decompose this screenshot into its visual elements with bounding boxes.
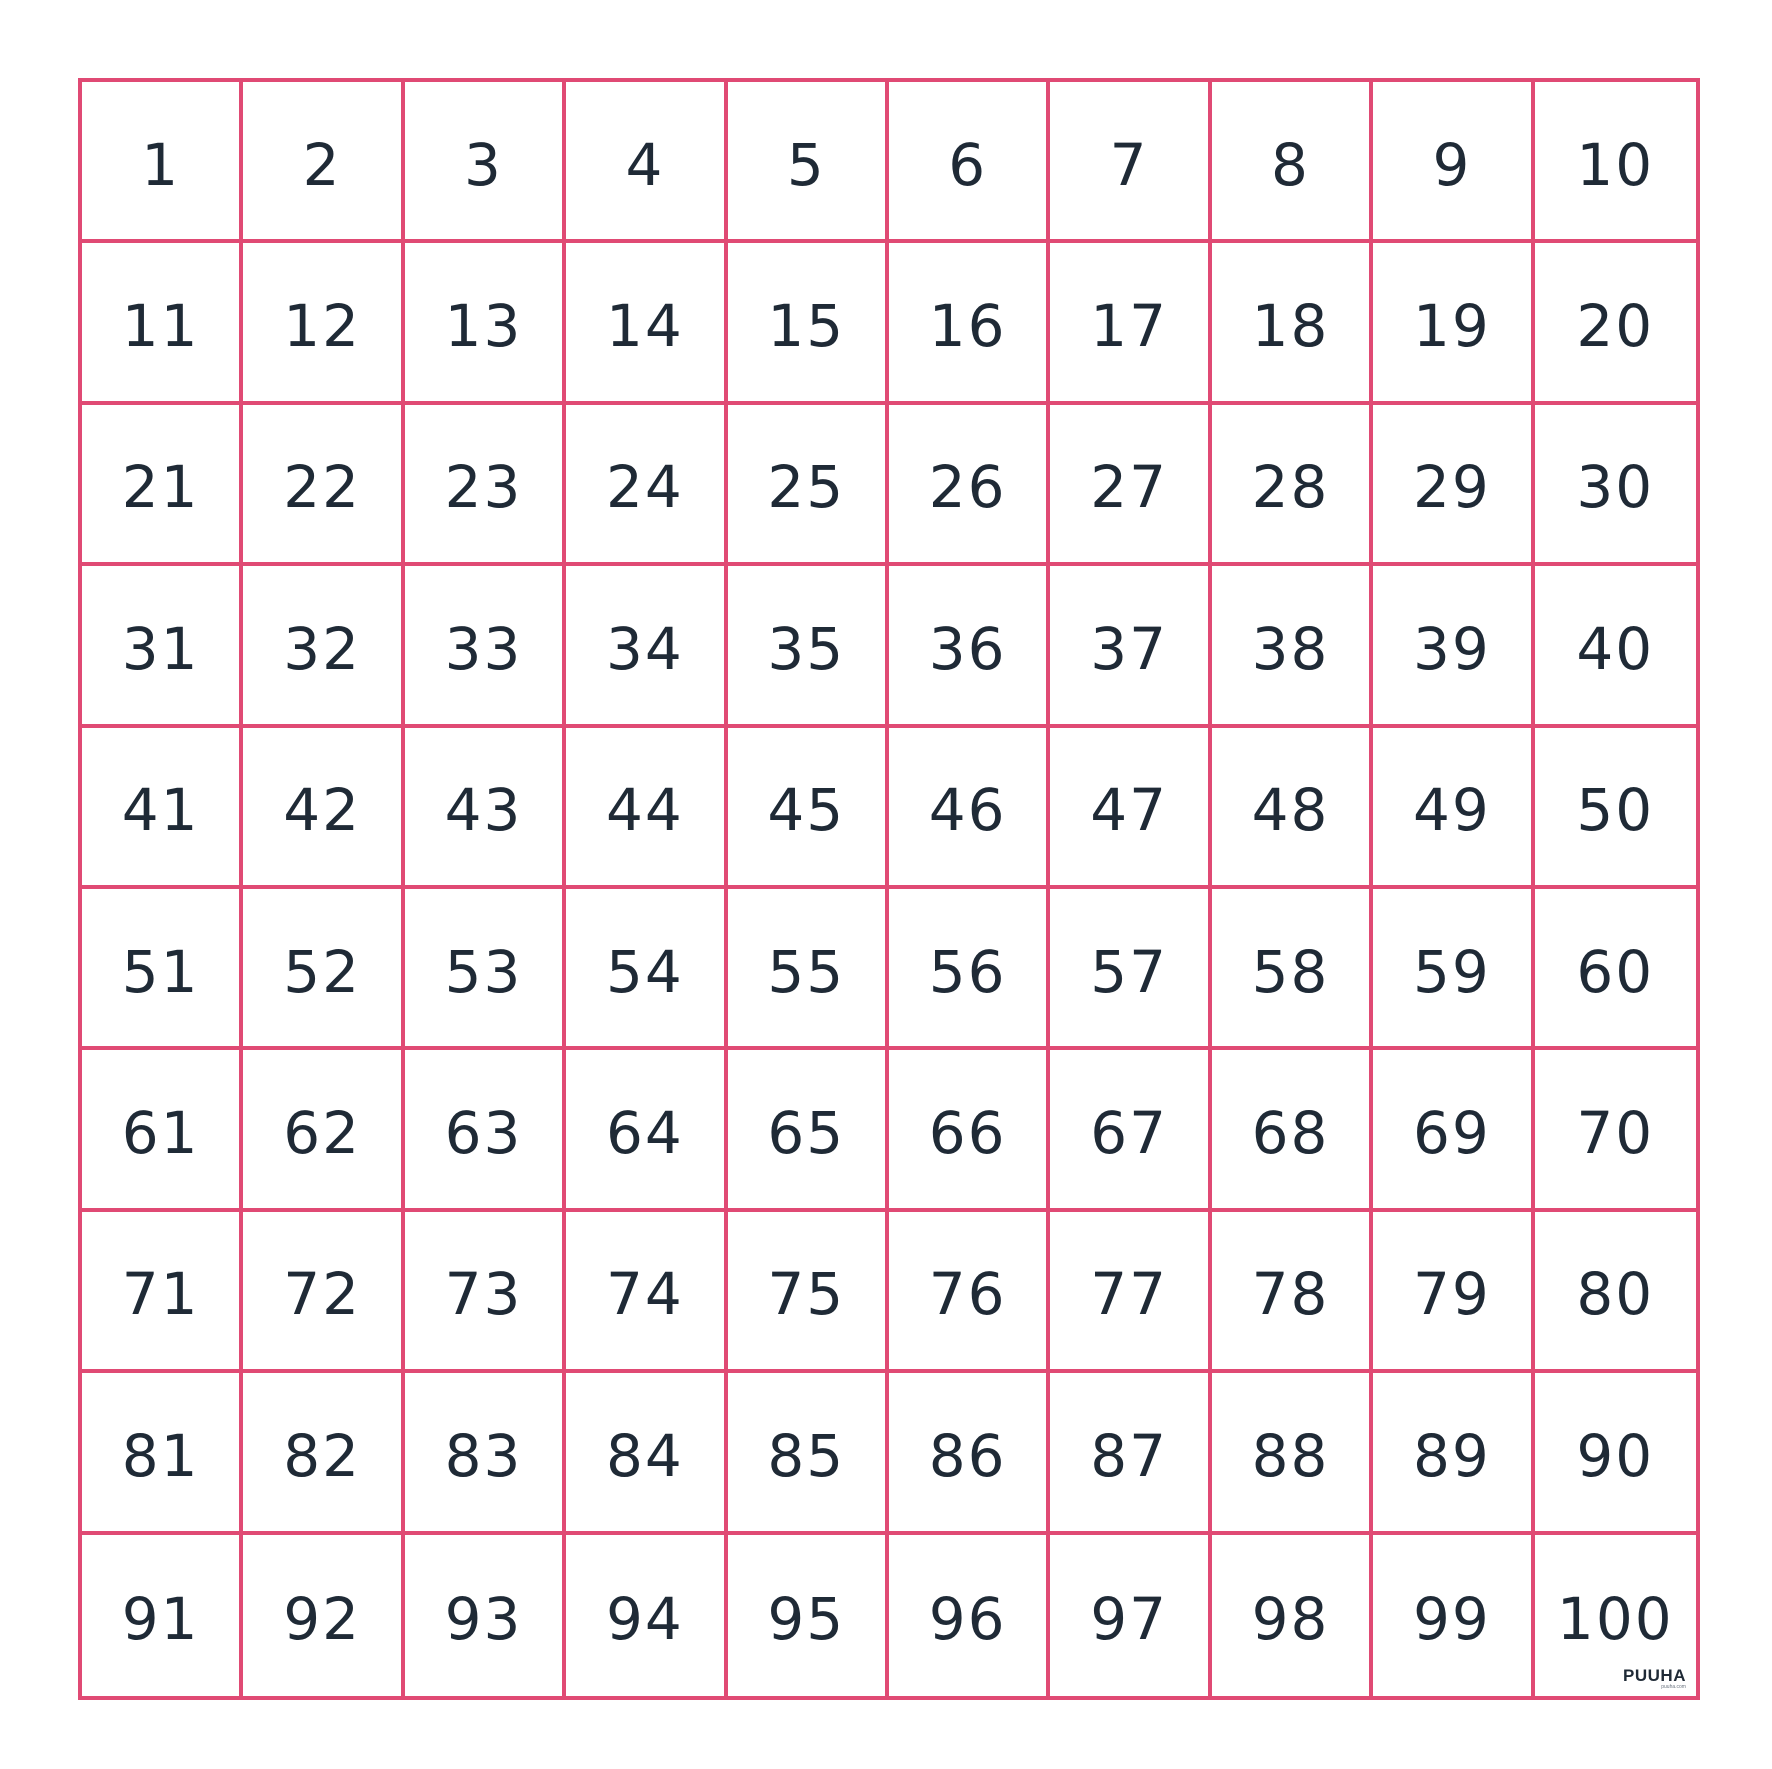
cell-number: 6 — [948, 130, 988, 199]
cell-number: 41 — [121, 776, 200, 845]
grid-cell — [82, 1535, 243, 1696]
grid-cell — [1212, 1373, 1373, 1534]
grid-cell — [405, 728, 566, 889]
brand-name: PUUHA — [1623, 1665, 1686, 1685]
cell-number: 45 — [767, 776, 846, 845]
grid-cell — [82, 889, 243, 1050]
cell-number: 71 — [121, 1260, 200, 1329]
grid-cell — [243, 1212, 404, 1373]
cell-number: 58 — [1251, 937, 1330, 1006]
grid-cell — [889, 1050, 1050, 1211]
grid-cell — [728, 889, 889, 1050]
grid-cell — [405, 1050, 566, 1211]
cell-number: 65 — [767, 1099, 846, 1168]
grid-cell — [405, 82, 566, 243]
grid-cell — [82, 405, 243, 566]
grid-cell — [566, 1373, 727, 1534]
grid-cell — [243, 82, 404, 243]
cell-number: 66 — [928, 1099, 1007, 1168]
grid-cell — [1535, 82, 1696, 243]
grid-cell — [728, 1535, 889, 1696]
cell-number: 21 — [121, 453, 200, 522]
cell-number: 2 — [302, 130, 342, 199]
cell-number: 37 — [1090, 614, 1168, 683]
cell-number: 83 — [444, 1421, 523, 1490]
grid-cell — [1050, 82, 1211, 243]
grid-cell — [82, 1212, 243, 1373]
grid-cell — [1212, 1535, 1373, 1696]
cell-number: 73 — [444, 1260, 523, 1329]
cell-number: 97 — [1090, 1585, 1168, 1654]
cell-number: 98 — [1251, 1585, 1330, 1654]
grid-cell — [566, 1050, 727, 1211]
cell-number: 92 — [283, 1585, 361, 1654]
grid-cell — [82, 728, 243, 889]
cell-number: 34 — [605, 614, 684, 683]
grid-cell — [1212, 1212, 1373, 1373]
cell-number: 19 — [1412, 292, 1491, 361]
grid-cell — [1373, 405, 1534, 566]
cell-number: 42 — [283, 776, 361, 845]
cell-number: 49 — [1412, 776, 1491, 845]
cell-number: 54 — [605, 937, 684, 1006]
grid-cell — [1212, 1050, 1373, 1211]
grid-cell — [1535, 1373, 1696, 1534]
grid-cell — [82, 82, 243, 243]
cell-number: 61 — [121, 1099, 200, 1168]
cell-number: 72 — [283, 1260, 361, 1329]
grid-cell — [1535, 1535, 1696, 1696]
grid-cell — [1535, 566, 1696, 727]
cell-number: 74 — [605, 1260, 684, 1329]
grid-cell — [243, 1535, 404, 1696]
cell-number: 95 — [767, 1585, 846, 1654]
cell-number: 20 — [1576, 292, 1655, 361]
cell-number: 51 — [121, 937, 200, 1006]
cell-number: 10 — [1576, 130, 1655, 199]
grid-cell — [1535, 889, 1696, 1050]
cell-number: 33 — [444, 614, 523, 683]
cell-number: 69 — [1412, 1099, 1491, 1168]
cell-number: 87 — [1090, 1421, 1168, 1490]
grid-cell — [566, 82, 727, 243]
cell-number: 40 — [1576, 614, 1655, 683]
grid-cell — [566, 405, 727, 566]
grid-cell — [1212, 243, 1373, 404]
cell-number: 53 — [444, 937, 523, 1006]
cell-number: 84 — [605, 1421, 684, 1490]
grid-cell — [1212, 728, 1373, 889]
grid-cell — [1373, 1373, 1534, 1534]
cell-number: 5 — [786, 130, 826, 199]
cell-number: 14 — [605, 292, 684, 361]
brand-tagline: puuha.com — [1661, 1683, 1686, 1690]
cell-number: 8 — [1271, 130, 1310, 199]
grid-cell — [1373, 566, 1534, 727]
cell-number: 32 — [283, 614, 361, 683]
cell-number: 24 — [605, 453, 684, 522]
grid-cell — [1050, 243, 1211, 404]
cell-number: 62 — [283, 1099, 361, 1168]
grid-cell — [405, 243, 566, 404]
grid-cell — [1373, 82, 1534, 243]
cell-number: 12 — [283, 292, 361, 361]
cell-number: 82 — [283, 1421, 361, 1490]
cell-number: 59 — [1412, 937, 1491, 1006]
grid-cell — [1535, 1212, 1696, 1373]
cell-number: 16 — [928, 292, 1007, 361]
cell-number: 70 — [1576, 1099, 1655, 1168]
grid-cell — [1050, 1373, 1211, 1534]
cell-number: 23 — [444, 453, 523, 522]
cell-number: 89 — [1412, 1421, 1491, 1490]
cell-number: 7 — [1109, 130, 1149, 199]
grid-cell — [728, 1373, 889, 1534]
grid-cell — [1050, 728, 1211, 889]
cell-number: 30 — [1576, 453, 1655, 522]
grid-cell — [1535, 405, 1696, 566]
grid-cell — [1212, 405, 1373, 566]
grid-cell — [566, 566, 727, 727]
cell-number: 50 — [1576, 776, 1655, 845]
grid-cell — [889, 82, 1050, 243]
grid-cell — [405, 1212, 566, 1373]
cell-number: 67 — [1090, 1099, 1168, 1168]
grid-cell — [82, 566, 243, 727]
cell-number: 15 — [767, 292, 846, 361]
cell-number: 18 — [1251, 292, 1330, 361]
cell-number: 52 — [283, 937, 361, 1006]
grid-cell — [1212, 889, 1373, 1050]
grid-cell — [243, 405, 404, 566]
grid-cell — [82, 1373, 243, 1534]
cell-number: 22 — [283, 453, 361, 522]
cell-number: 27 — [1090, 453, 1168, 522]
cell-number: 63 — [444, 1099, 523, 1168]
grid-cell — [82, 1050, 243, 1211]
cell-number: 78 — [1251, 1260, 1330, 1329]
cell-number: 47 — [1090, 776, 1168, 845]
cell-number: 96 — [928, 1585, 1007, 1654]
grid-cell — [243, 1050, 404, 1211]
grid-cell — [1050, 1535, 1211, 1696]
cell-number: 75 — [767, 1260, 846, 1329]
cell-number: 36 — [928, 614, 1007, 683]
grid-cell — [1050, 1050, 1211, 1211]
grid-cell — [728, 566, 889, 727]
cell-number: 68 — [1251, 1099, 1330, 1168]
cell-number: 80 — [1576, 1260, 1655, 1329]
grid-cell — [1373, 1050, 1534, 1211]
cell-number: 28 — [1251, 453, 1330, 522]
grid-cell — [889, 1535, 1050, 1696]
grid-cell — [566, 243, 727, 404]
grid-cell — [566, 1535, 727, 1696]
grid-cell — [1373, 1535, 1534, 1696]
grid-cell — [728, 243, 889, 404]
grid-cell — [566, 728, 727, 889]
cell-number: 79 — [1412, 1260, 1491, 1329]
cell-number: 17 — [1090, 292, 1168, 361]
brand-logo — [1623, 1667, 1686, 1690]
grid-cell — [889, 566, 1050, 727]
hundred-chart-grid — [78, 78, 1700, 1700]
grid-cell — [243, 1373, 404, 1534]
grid-cell — [243, 889, 404, 1050]
grid-cell — [82, 243, 243, 404]
cell-number: 13 — [444, 292, 523, 361]
grid-cell — [1535, 243, 1696, 404]
cell-number: 93 — [444, 1585, 523, 1654]
grid-cell — [728, 82, 889, 243]
cell-number: 91 — [121, 1585, 200, 1654]
grid-cell — [1373, 889, 1534, 1050]
grid-cell — [728, 1050, 889, 1211]
grid-cell — [1212, 82, 1373, 243]
cell-number: 29 — [1412, 453, 1491, 522]
cell-number: 56 — [928, 937, 1007, 1006]
grid-cell — [1373, 1212, 1534, 1373]
grid-cell — [405, 1535, 566, 1696]
grid-cell — [1050, 405, 1211, 566]
grid-cell — [243, 243, 404, 404]
grid-cell — [889, 1373, 1050, 1534]
cell-number: 4 — [625, 130, 665, 199]
cell-number: 99 — [1412, 1585, 1491, 1654]
cell-number: 60 — [1576, 937, 1655, 1006]
cell-number: 38 — [1251, 614, 1330, 683]
cell-number: 43 — [444, 776, 523, 845]
grid-cell — [889, 889, 1050, 1050]
grid-cell — [1050, 1212, 1211, 1373]
cell-number: 39 — [1412, 614, 1491, 683]
grid-cell — [1373, 243, 1534, 404]
cell-number: 94 — [605, 1585, 684, 1654]
cell-number: 55 — [767, 937, 846, 1006]
grid-cell — [405, 1373, 566, 1534]
grid-cell — [1373, 728, 1534, 889]
grid-cell — [889, 405, 1050, 566]
cell-number: 90 — [1576, 1421, 1655, 1490]
grid-cell — [405, 889, 566, 1050]
grid-cell — [405, 566, 566, 727]
grid-cell — [1050, 566, 1211, 727]
grid-cell — [728, 405, 889, 566]
grid-cell — [1050, 889, 1211, 1050]
cell-number: 31 — [121, 614, 200, 683]
grid-cell — [1535, 1050, 1696, 1211]
cell-number: 35 — [767, 614, 846, 683]
grid-cell — [243, 566, 404, 727]
cell-number: 44 — [605, 776, 684, 845]
cell-number: 86 — [928, 1421, 1007, 1490]
grid-cell — [889, 1212, 1050, 1373]
grid-cell — [889, 728, 1050, 889]
cell-number: 77 — [1090, 1260, 1168, 1329]
cell-number: 57 — [1090, 937, 1168, 1006]
grid-cell — [728, 728, 889, 889]
grid-cell — [889, 243, 1050, 404]
cell-number: 25 — [767, 453, 846, 522]
cell-number: 48 — [1251, 776, 1330, 845]
grid-cell — [405, 405, 566, 566]
cell-number: 46 — [928, 776, 1007, 845]
grid-cell — [566, 1212, 727, 1373]
cell-number: 100 — [1556, 1585, 1674, 1654]
cell-number: 85 — [767, 1421, 846, 1490]
cell-number: 26 — [928, 453, 1007, 522]
grid-cell — [1212, 566, 1373, 727]
grid-cell — [566, 889, 727, 1050]
grid-cell — [1535, 728, 1696, 889]
cell-number: 76 — [928, 1260, 1007, 1329]
cell-number: 11 — [121, 292, 200, 361]
cell-number: 64 — [605, 1099, 684, 1168]
cell-number: 1 — [141, 130, 181, 199]
grid-cell — [728, 1212, 889, 1373]
cell-number: 81 — [121, 1421, 200, 1490]
grid-cell — [243, 728, 404, 889]
cell-number: 9 — [1432, 130, 1472, 199]
cell-number: 3 — [464, 130, 503, 199]
cell-number: 88 — [1251, 1421, 1330, 1490]
